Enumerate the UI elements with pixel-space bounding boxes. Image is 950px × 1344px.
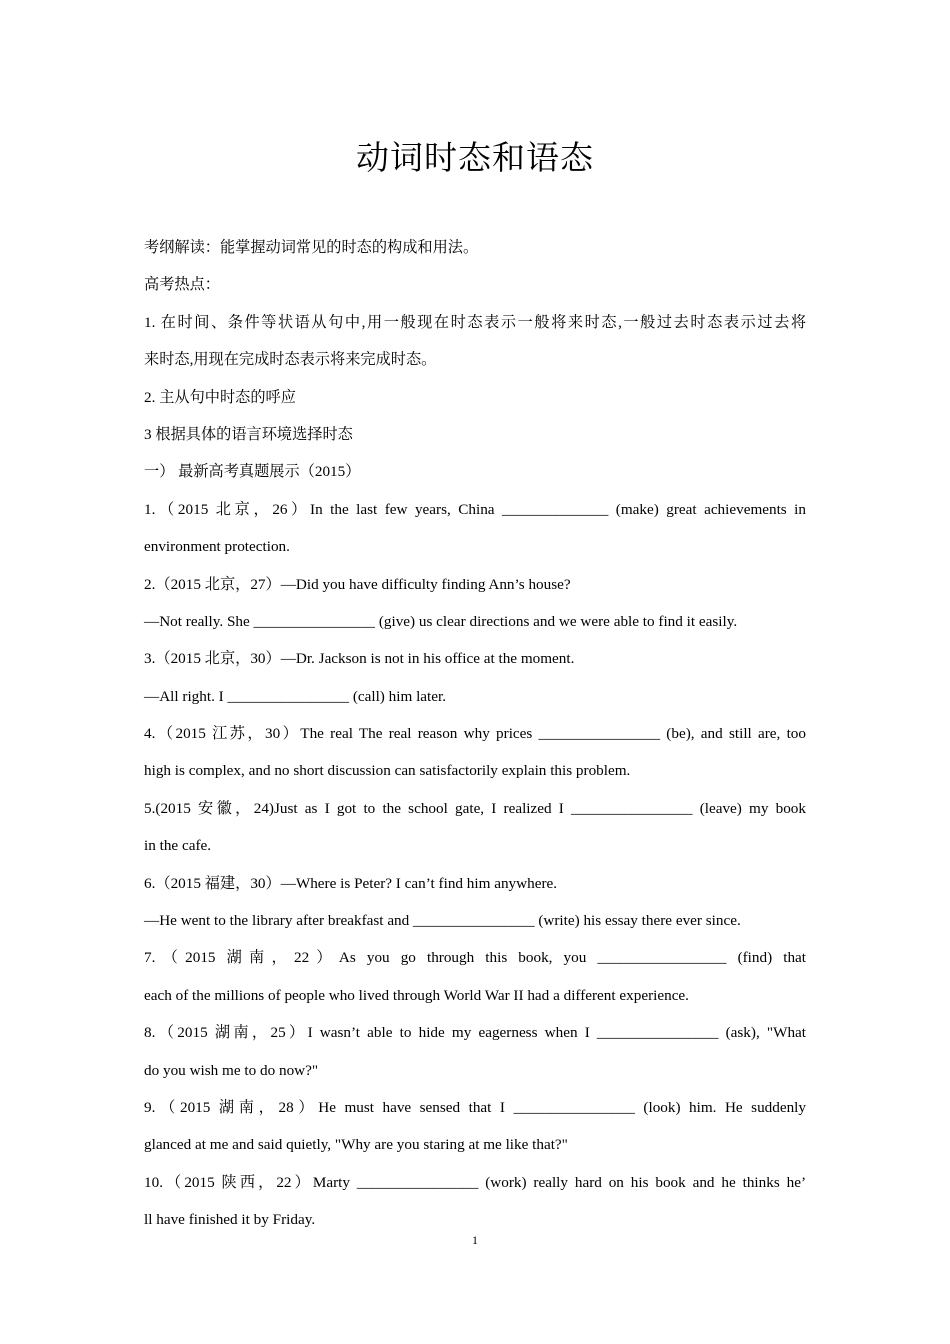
document-body [144, 229, 806, 1239]
text-line: do you wish me to do now?" [144, 1061, 319, 1079]
text-line: glanced at me and said quietly, "Why are you staring at me like that?" [144, 1136, 568, 1154]
text-line: 8.（2015 湖南，25）I wasn’t able to hide my eagerness when I ________________ (ask), "What [144, 1024, 806, 1042]
text-line: 1. 在时间、条件等状语从句中,用一般现在时态表示一般将来时态,一般过去时态表示过去将 [144, 313, 806, 331]
text-line: —All right. I ________________ (call) him later. [144, 687, 447, 705]
text-line: 6.（2015 福建，30）—Where is Peter? I can’t find him anywhere. [144, 874, 558, 892]
text-line: 3 根据具体的语言环境选择时态 [144, 425, 353, 443]
text-line: environment protection. [144, 538, 290, 556]
page-title: 动词时态和语态 [356, 138, 594, 177]
text-line: 2. 主从句中时态的呼应 [144, 388, 296, 406]
text-line: 2.（2015 北京，27）—Did you have difficulty finding Ann’s house? [144, 575, 571, 593]
page-number: 1 [472, 1233, 478, 1247]
text-line: 考纲解读：能掌握动词常见的时态的构成和用法。 [144, 239, 479, 256]
text-line: 9.（2015 湖南，28）He must have sensed that I ________________ (look) him. He suddenly [144, 1098, 806, 1116]
text-line: 高考热点： [144, 276, 220, 294]
text-line: 7.（2015 湖南，22）As you go through this book, you _________________ (find) that [144, 949, 806, 967]
text-line: —Not really. She ________________ (give) us clear directions and we were able to find it easily. [144, 612, 738, 630]
text-line: high is complex, and no short discussion can satisfactorily explain this problem. [144, 762, 631, 780]
text-line: 1.（2015 北京，26）In the last few years, China ______________ (make) great achievements in [144, 500, 806, 518]
text-line: —He went to the library after breakfast and ________________ (write) his essay there ever since. [144, 912, 741, 930]
text-line: in the cafe. [144, 837, 212, 855]
text-line: 来时态,用现在完成时态表示将来完成时态。 [144, 351, 437, 369]
text-line: ll have finished it by Friday. [144, 1211, 316, 1229]
text-line: 一） 最新高考真题展示（2015） [144, 463, 361, 481]
text-line: each of the millions of people who lived through World War II had a different experience. [144, 986, 689, 1004]
text-line: 4.（2015 江苏，30）The real The real reason why prices ________________ (be), and still are, too [144, 725, 806, 743]
text-line: 10.（2015 陕西，22）Marty ________________ (work) really hard on his book and he thinks he’ [144, 1173, 806, 1191]
text-line: 5.(2015 安徽，24)Just as I got to the school gate, I realized I ________________ (leave) my book [144, 799, 806, 817]
text-line: 3.（2015 北京，30）—Dr. Jackson is not in his office at the moment. [144, 650, 575, 668]
